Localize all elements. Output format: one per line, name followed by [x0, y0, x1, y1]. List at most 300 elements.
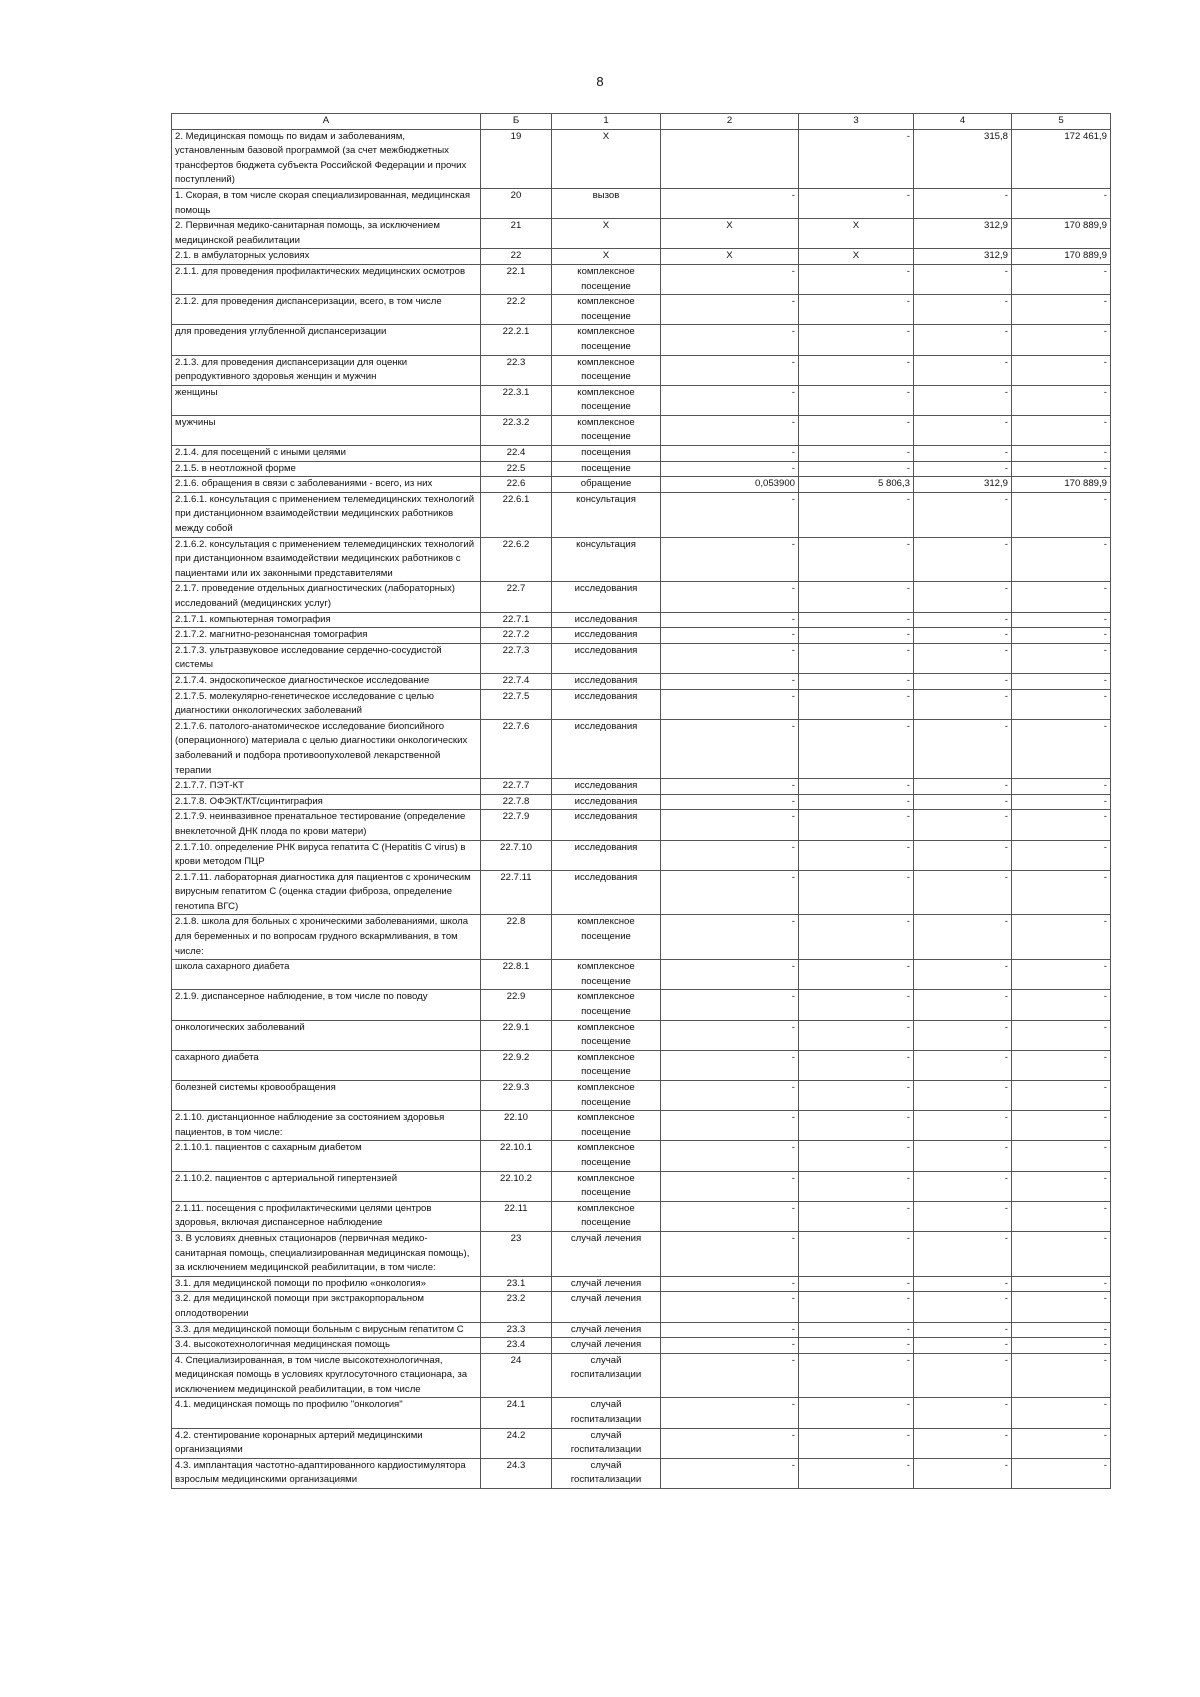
row-code: 24 — [481, 1353, 552, 1398]
row-col-3: - — [799, 264, 914, 294]
row-col-5: - — [1012, 461, 1111, 477]
row-col-4: - — [914, 915, 1012, 960]
row-col-3: - — [799, 1201, 914, 1231]
row-label: 2.1. в амбулаторных условиях — [172, 249, 481, 265]
row-col-3: - — [799, 1020, 914, 1050]
row-col-3: Х — [799, 219, 914, 249]
row-code: 22.7.9 — [481, 810, 552, 840]
row-col-3: - — [799, 129, 914, 188]
row-unit: исследования — [552, 779, 661, 795]
row-code: 22.6.2 — [481, 537, 552, 582]
row-col-5: - — [1012, 1081, 1111, 1111]
table-row — [172, 1292, 1111, 1322]
table-row — [172, 870, 1111, 915]
row-code: 22.9 — [481, 990, 552, 1020]
row-unit: Х — [552, 129, 661, 188]
row-label: 2.1.10. дистанционное наблюдение за состоянием здоровья пациентов, в том числе: — [172, 1111, 481, 1141]
row-col-5: - — [1012, 628, 1111, 644]
row-col-2: - — [661, 415, 799, 445]
row-col-2: - — [661, 810, 799, 840]
row-col-3: - — [799, 1428, 914, 1458]
page-number: 8 — [596, 74, 604, 89]
row-col-3: - — [799, 1338, 914, 1354]
row-label: 2.1.4. для посещений с иными целями — [172, 446, 481, 462]
table-row — [172, 129, 1111, 188]
row-col-5: 172 461,9 — [1012, 129, 1111, 188]
row-col-2: - — [661, 1353, 799, 1398]
row-col-5: - — [1012, 1398, 1111, 1428]
row-label: 2.1.9. диспансерное наблюдение, в том числе по поводу — [172, 990, 481, 1020]
row-unit: исследования — [552, 870, 661, 915]
row-label: 2. Первичная медико-санитарная помощь, за исключением медицинской реабилитации — [172, 219, 481, 249]
row-code: 22.7 — [481, 582, 552, 612]
row-col-3: - — [799, 461, 914, 477]
row-col-3: - — [799, 779, 914, 795]
row-col-2: - — [661, 960, 799, 990]
row-col-4: - — [914, 612, 1012, 628]
row-col-5: - — [1012, 915, 1111, 960]
row-label: 2.1.10.1. пациентов с сахарным диабетом — [172, 1141, 481, 1171]
table-row — [172, 446, 1111, 462]
row-code: 22.7.1 — [481, 612, 552, 628]
row-col-4: - — [914, 810, 1012, 840]
row-code: 22.3 — [481, 355, 552, 385]
row-code: 22 — [481, 249, 552, 265]
row-unit: случай госпитализации — [552, 1428, 661, 1458]
table-row — [172, 960, 1111, 990]
row-unit: исследования — [552, 628, 661, 644]
row-col-4: 315,8 — [914, 129, 1012, 188]
row-col-2: - — [661, 1276, 799, 1292]
row-label: 2.1.7.4. эндоскопическое диагностическое исследование — [172, 673, 481, 689]
row-unit: случай лечения — [552, 1322, 661, 1338]
row-col-3: - — [799, 355, 914, 385]
row-col-5: - — [1012, 1141, 1111, 1171]
row-label: женщины — [172, 385, 481, 415]
row-col-4: - — [914, 415, 1012, 445]
row-unit: исследования — [552, 643, 661, 673]
row-col-3: - — [799, 810, 914, 840]
row-col-4: - — [914, 673, 1012, 689]
row-col-3: - — [799, 1458, 914, 1488]
row-code: 22.5 — [481, 461, 552, 477]
row-col-4: 312,9 — [914, 477, 1012, 493]
row-col-4: - — [914, 794, 1012, 810]
row-col-3: 5 806,3 — [799, 477, 914, 493]
row-label: мужчины — [172, 415, 481, 445]
row-col-4: - — [914, 461, 1012, 477]
row-code: 22.6 — [481, 477, 552, 493]
row-code: 22.7.5 — [481, 689, 552, 719]
table-row — [172, 779, 1111, 795]
row-col-2: - — [661, 689, 799, 719]
row-col-4: - — [914, 1171, 1012, 1201]
row-unit: комплексное посещение — [552, 1201, 661, 1231]
row-label: 4. Специализированная, в том числе высокотехнологичная, медицинская помощь в условиях круглосуточного стационара, за исключением медицинской реабилитации, в том числе — [172, 1353, 481, 1398]
row-col-4: - — [914, 446, 1012, 462]
row-col-2: - — [661, 673, 799, 689]
row-col-5: - — [1012, 840, 1111, 870]
table-row — [172, 990, 1111, 1020]
row-unit: случай лечения — [552, 1276, 661, 1292]
table-row — [172, 188, 1111, 218]
row-col-4: - — [914, 1111, 1012, 1141]
row-unit: посещение — [552, 461, 661, 477]
row-label: 2.1.7.1. компьютерная томография — [172, 612, 481, 628]
table-row — [172, 492, 1111, 537]
row-col-5: - — [1012, 1458, 1111, 1488]
row-col-2: Х — [661, 249, 799, 265]
row-col-3: - — [799, 415, 914, 445]
row-code: 22.10.1 — [481, 1141, 552, 1171]
row-unit: обращение — [552, 477, 661, 493]
table-row — [172, 249, 1111, 265]
table-row — [172, 1231, 1111, 1276]
row-col-2: - — [661, 492, 799, 537]
row-code: 22.7.10 — [481, 840, 552, 870]
table-row — [172, 1020, 1111, 1050]
row-col-2: - — [661, 1398, 799, 1428]
row-col-3: - — [799, 689, 914, 719]
column-header: 1 — [552, 114, 661, 130]
row-unit: комплексное посещение — [552, 325, 661, 355]
row-col-3: - — [799, 673, 914, 689]
row-col-2: - — [661, 264, 799, 294]
row-col-3: - — [799, 1353, 914, 1398]
row-col-4: - — [914, 1020, 1012, 1050]
table-row — [172, 810, 1111, 840]
row-col-5: - — [1012, 1231, 1111, 1276]
row-col-2: - — [661, 643, 799, 673]
row-col-2 — [661, 129, 799, 188]
row-col-2: - — [661, 355, 799, 385]
row-col-3: - — [799, 188, 914, 218]
row-col-3: - — [799, 295, 914, 325]
row-code: 22.7.7 — [481, 779, 552, 795]
row-col-2: - — [661, 915, 799, 960]
row-col-3: - — [799, 915, 914, 960]
row-col-5: - — [1012, 295, 1111, 325]
row-col-2: Х — [661, 219, 799, 249]
row-col-5: - — [1012, 779, 1111, 795]
table-row — [172, 794, 1111, 810]
row-col-2: - — [661, 537, 799, 582]
row-col-3: - — [799, 719, 914, 778]
row-col-2: - — [661, 1201, 799, 1231]
row-col-4: - — [914, 960, 1012, 990]
row-unit: исследования — [552, 673, 661, 689]
row-col-3: - — [799, 1322, 914, 1338]
row-col-4: - — [914, 1428, 1012, 1458]
row-col-4: - — [914, 582, 1012, 612]
row-col-5: - — [1012, 612, 1111, 628]
row-col-5: - — [1012, 960, 1111, 990]
row-unit: Х — [552, 249, 661, 265]
row-col-2: - — [661, 1050, 799, 1080]
row-code: 23.1 — [481, 1276, 552, 1292]
row-unit: вызов — [552, 188, 661, 218]
table-row — [172, 643, 1111, 673]
table-row — [172, 582, 1111, 612]
row-col-4: - — [914, 295, 1012, 325]
row-col-2: - — [661, 1322, 799, 1338]
row-col-5: - — [1012, 810, 1111, 840]
row-col-4: - — [914, 1292, 1012, 1322]
row-label: 2.1.7.10. определение РНК вируса гепатита С (Hepatitis C virus) в крови методом ПЦР — [172, 840, 481, 870]
table-row — [172, 385, 1111, 415]
row-col-3: - — [799, 612, 914, 628]
row-col-4: - — [914, 1081, 1012, 1111]
row-label: онкологических заболеваний — [172, 1020, 481, 1050]
row-unit: исследования — [552, 794, 661, 810]
row-col-4: - — [914, 643, 1012, 673]
row-col-5: - — [1012, 385, 1111, 415]
row-col-5: - — [1012, 582, 1111, 612]
row-code: 22.7.3 — [481, 643, 552, 673]
row-col-5: - — [1012, 1050, 1111, 1080]
row-col-3: - — [799, 840, 914, 870]
row-label: 4.3. имплантация частотно-адаптированного кардиостимулятора взрослым медицинскими организациями — [172, 1458, 481, 1488]
row-label: 2.1.2. для проведения диспансеризации, всего, в том числе — [172, 295, 481, 325]
row-code: 24.1 — [481, 1398, 552, 1428]
data-table — [171, 113, 1111, 1489]
row-col-5: - — [1012, 1020, 1111, 1050]
row-unit: консультация — [552, 537, 661, 582]
row-col-2: - — [661, 188, 799, 218]
row-unit: исследования — [552, 719, 661, 778]
row-col-2: - — [661, 1111, 799, 1141]
row-unit: случай лечения — [552, 1292, 661, 1322]
column-header: А — [172, 114, 481, 130]
row-unit: комплексное посещение — [552, 295, 661, 325]
row-unit: комплексное посещение — [552, 915, 661, 960]
table-row — [172, 1141, 1111, 1171]
row-col-2: - — [661, 794, 799, 810]
row-col-3: - — [799, 1050, 914, 1080]
row-col-2: - — [661, 295, 799, 325]
table-row — [172, 1458, 1111, 1488]
row-col-5: - — [1012, 1276, 1111, 1292]
row-col-4: - — [914, 1231, 1012, 1276]
row-col-4: - — [914, 537, 1012, 582]
row-col-2: - — [661, 870, 799, 915]
table-row — [172, 915, 1111, 960]
table-row — [172, 295, 1111, 325]
row-col-2: - — [661, 1141, 799, 1171]
row-col-2: - — [661, 779, 799, 795]
row-label: 3. В условиях дневных стационаров (первичная медико-санитарная помощь, специализированная медицинская помощь), за исключением медицинской реабилитации, в том числе: — [172, 1231, 481, 1276]
row-unit: комплексное посещение — [552, 1081, 661, 1111]
row-col-4: - — [914, 990, 1012, 1020]
row-col-3: - — [799, 1171, 914, 1201]
row-col-3: - — [799, 446, 914, 462]
row-label: 2.1.11. посещения с профилактическими целями центров здоровья, включая диспансерное наблюдение — [172, 1201, 481, 1231]
row-label: 2.1.6. обращения в связи с заболеваниями - всего, из них — [172, 477, 481, 493]
row-col-5: - — [1012, 990, 1111, 1020]
row-col-5: 170 889,9 — [1012, 249, 1111, 265]
row-col-5: - — [1012, 1171, 1111, 1201]
row-code: 20 — [481, 188, 552, 218]
row-code: 23 — [481, 1231, 552, 1276]
row-col-5: - — [1012, 1353, 1111, 1398]
row-col-3: - — [799, 537, 914, 582]
table-row — [172, 1428, 1111, 1458]
row-col-4: - — [914, 1141, 1012, 1171]
row-col-4: 312,9 — [914, 219, 1012, 249]
row-label: 2.1.7.2. магнитно-резонансная томография — [172, 628, 481, 644]
row-col-3: - — [799, 1292, 914, 1322]
row-code: 24.3 — [481, 1458, 552, 1488]
row-col-5: - — [1012, 1428, 1111, 1458]
row-col-4: - — [914, 1201, 1012, 1231]
row-col-4: - — [914, 840, 1012, 870]
row-col-2: - — [661, 461, 799, 477]
row-col-3: - — [799, 870, 914, 915]
row-code: 22.2 — [481, 295, 552, 325]
row-col-4: - — [914, 355, 1012, 385]
row-col-2: - — [661, 582, 799, 612]
row-label: 1. Скорая, в том числе скорая специализированная, медицинская помощь — [172, 188, 481, 218]
row-code: 22.9.2 — [481, 1050, 552, 1080]
table-row — [172, 461, 1111, 477]
column-header: 2 — [661, 114, 799, 130]
row-code: 22.10 — [481, 1111, 552, 1141]
table-row — [172, 355, 1111, 385]
row-col-3: - — [799, 1081, 914, 1111]
row-col-5: - — [1012, 264, 1111, 294]
table-row — [172, 1050, 1111, 1080]
row-col-5: - — [1012, 870, 1111, 915]
row-col-3: - — [799, 492, 914, 537]
row-label: 2.1.7.6. патолого-анатомическое исследование биопсийного (операционного) материала с целью диагностики онкологических заболеваний и подбора противоопухолевой лекарственной терапии — [172, 719, 481, 778]
row-col-2: - — [661, 1428, 799, 1458]
row-unit: комплексное посещение — [552, 960, 661, 990]
row-col-5: - — [1012, 1338, 1111, 1354]
row-col-4: - — [914, 628, 1012, 644]
row-code: 22.6.1 — [481, 492, 552, 537]
row-label: 3.2. для медицинской помощи при экстракорпоральном оплодотворении — [172, 1292, 481, 1322]
table-row — [172, 1081, 1111, 1111]
row-col-3: - — [799, 1111, 914, 1141]
row-label: 2. Медицинская помощь по видам и заболеваниям, установленным базовой программой (за счет межбюджетных трансфертов бюджета субъекта Российской Федерации и прочих поступлений) — [172, 129, 481, 188]
row-col-4: - — [914, 385, 1012, 415]
row-col-5: - — [1012, 537, 1111, 582]
row-code: 23.2 — [481, 1292, 552, 1322]
row-label: 2.1.5. в неотложной форме — [172, 461, 481, 477]
row-col-2: - — [661, 1458, 799, 1488]
column-header: Б — [481, 114, 552, 130]
row-code: 22.11 — [481, 1201, 552, 1231]
row-code: 23.3 — [481, 1322, 552, 1338]
row-unit: комплексное посещение — [552, 415, 661, 445]
row-col-3: - — [799, 1141, 914, 1171]
row-col-3: - — [799, 794, 914, 810]
row-label: 3.4. высокотехнологичная медицинская помощь — [172, 1338, 481, 1354]
table-row — [172, 415, 1111, 445]
row-col-4: - — [914, 870, 1012, 915]
row-code: 23.4 — [481, 1338, 552, 1354]
row-unit: комплексное посещение — [552, 355, 661, 385]
row-label: 2.1.7.3. ультразвуковое исследование сердечно-сосудистой системы — [172, 643, 481, 673]
row-col-4: - — [914, 264, 1012, 294]
row-label: 3.1. для медицинской помощи по профилю «онкология» — [172, 1276, 481, 1292]
table-row — [172, 1353, 1111, 1398]
row-col-4: - — [914, 1276, 1012, 1292]
table-row — [172, 1111, 1111, 1141]
row-col-4: - — [914, 1398, 1012, 1428]
row-code: 22.4 — [481, 446, 552, 462]
row-unit: случай госпитализации — [552, 1353, 661, 1398]
column-header: 4 — [914, 114, 1012, 130]
row-unit: случай лечения — [552, 1338, 661, 1354]
row-label: 2.1.6.1. консультация с применением телемедицинских технологий при дистанционном взаимодействии медицинских работников между собой — [172, 492, 481, 537]
row-col-4: - — [914, 1050, 1012, 1080]
row-unit: консультация — [552, 492, 661, 537]
row-col-2: - — [661, 385, 799, 415]
table-row — [172, 325, 1111, 355]
row-unit: комплексное посещение — [552, 1111, 661, 1141]
row-col-2: - — [661, 1081, 799, 1111]
row-code: 22.7.6 — [481, 719, 552, 778]
row-code: 22.3.1 — [481, 385, 552, 415]
row-col-4: - — [914, 1338, 1012, 1354]
column-header: 3 — [799, 114, 914, 130]
row-label: 2.1.7.11. лабораторная диагностика для пациентов с хроническим вирусным гепатитом С (оценка стадии фиброза, определение генотипа ВГС) — [172, 870, 481, 915]
table-row — [172, 612, 1111, 628]
row-col-3: - — [799, 325, 914, 355]
row-unit: комплексное посещение — [552, 990, 661, 1020]
row-code: 22.9.3 — [481, 1081, 552, 1111]
row-col-3: - — [799, 582, 914, 612]
table-row — [172, 1201, 1111, 1231]
row-col-4: - — [914, 188, 1012, 218]
row-col-4: - — [914, 325, 1012, 355]
row-unit: исследования — [552, 582, 661, 612]
table-row — [172, 689, 1111, 719]
row-label: 2.1.1. для проведения профилактических медицинских осмотров — [172, 264, 481, 294]
row-code: 22.7.11 — [481, 870, 552, 915]
row-col-5: - — [1012, 719, 1111, 778]
row-code: 22.7.8 — [481, 794, 552, 810]
table-row — [172, 1171, 1111, 1201]
row-unit: комплексное посещение — [552, 1020, 661, 1050]
row-col-4: - — [914, 719, 1012, 778]
row-unit: случай госпитализации — [552, 1398, 661, 1428]
table-row — [172, 537, 1111, 582]
row-unit: исследования — [552, 810, 661, 840]
table-row — [172, 1338, 1111, 1354]
row-unit: исследования — [552, 689, 661, 719]
row-unit: исследования — [552, 840, 661, 870]
row-col-5: - — [1012, 1201, 1111, 1231]
row-label: 2.1.7.5. молекулярно-генетическое исследование с целью диагностики онкологических заболеваний — [172, 689, 481, 719]
row-code: 24.2 — [481, 1428, 552, 1458]
table-row — [172, 1276, 1111, 1292]
row-col-4: - — [914, 1353, 1012, 1398]
row-col-5: - — [1012, 415, 1111, 445]
row-col-2: - — [661, 612, 799, 628]
row-label: 4.2. стентирование коронарных артерий медицинскими организациями — [172, 1428, 481, 1458]
row-col-2: - — [661, 1338, 799, 1354]
row-col-5: - — [1012, 1111, 1111, 1141]
row-code: 21 — [481, 219, 552, 249]
row-col-5: 170 889,9 — [1012, 219, 1111, 249]
row-col-2: 0,053900 — [661, 477, 799, 493]
row-unit: Х — [552, 219, 661, 249]
row-unit: исследования — [552, 612, 661, 628]
row-code: 22.7.4 — [481, 673, 552, 689]
row-col-4: - — [914, 1322, 1012, 1338]
